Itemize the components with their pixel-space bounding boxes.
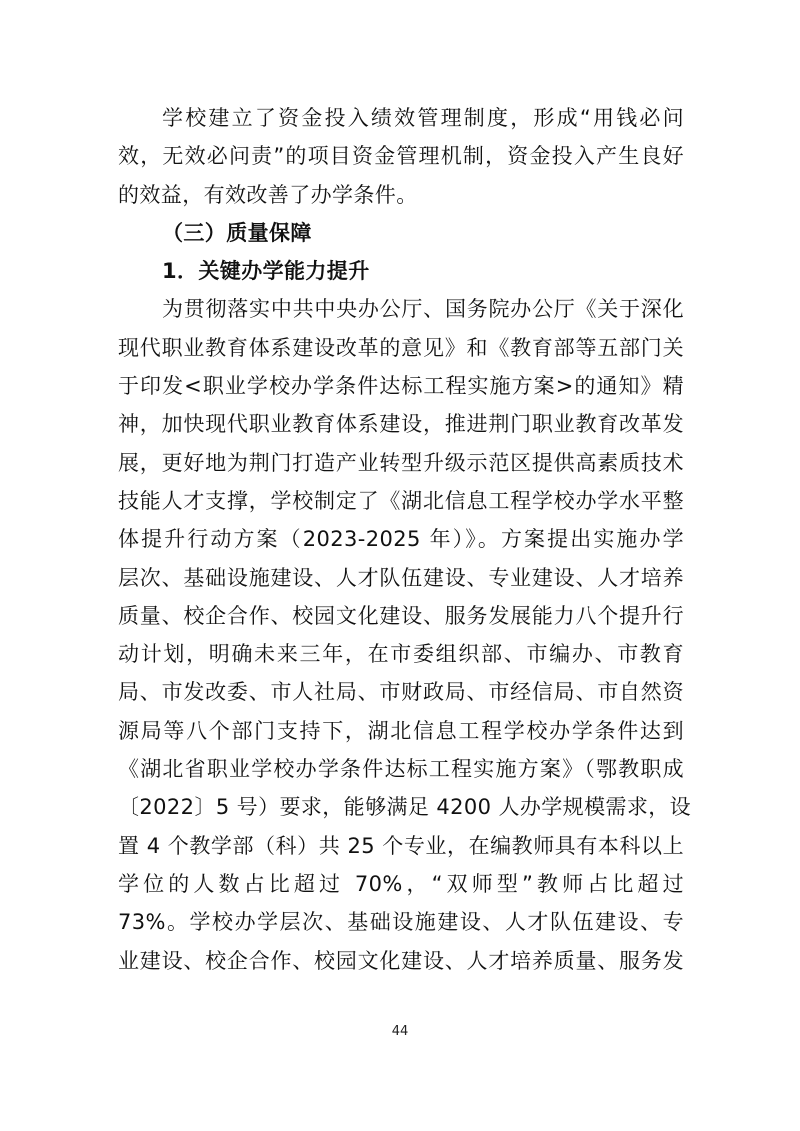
paragraph-line: 层次、基础设施建设、人才队伍建设、专业建设、人才培养 (118, 565, 684, 590)
paragraph-line: 体提升行动方案（2023-2025 年）》。方案提出实施办学 (118, 527, 684, 552)
section-heading: （三）质量保障 (162, 220, 312, 245)
paragraph-line: 技能人才支撑，学校制定了《湖北信息工程学校办学水平整 (118, 488, 684, 513)
paragraph-line: 〔2022〕5 号）要求，能够满足 4200 人办学规模需求，设 (118, 795, 692, 820)
paragraph-line: 73%。学校办学层次、基础设施建设、人才队伍建设、专 (118, 910, 684, 935)
paragraph-line: 效，无效必问责”的项目资金管理机制，资金投入产生良好 (118, 144, 684, 169)
paragraph-line: 展，更好地为荆门打造产业转型升级示范区提供高素质技术 (118, 450, 684, 475)
paragraph-line: 现代职业教育体系建设改革的意见》和《教育部等五部门关 (118, 335, 684, 360)
paragraph-line: 置 4 个教学部（科）共 25 个专业，在编教师具有本科以上 (118, 833, 684, 858)
paragraph-line: 《湖北省职业学校办学条件达标工程实施方案》（鄂教职成 (118, 757, 684, 782)
paragraph-line: 学位的人数占比超过 70%，“双师型”教师占比超过 (118, 871, 684, 896)
paragraph-line: 局、市发改委、市人社局、市财政局、市经信局、市自然资 (118, 680, 684, 705)
paragraph-line: 业建设、校企合作、校园文化建设、人才培养质量、服务发 (118, 948, 684, 973)
paragraph-line: 学校建立了资金投入绩效管理制度，形成“用钱必问 (162, 106, 684, 130)
paragraph-line: 于印发<职业学校办学条件达标工程实施方案>的通知》精 (118, 374, 684, 399)
document-body (118, 99, 692, 980)
paragraph-line: 为贯彻落实中共中央办公厅、国务院办公厅《关于深化 (162, 297, 684, 322)
page-number: 44 (391, 1024, 409, 1039)
paragraph-line: 源局等八个部门支持下，湖北信息工程学校办学条件达到 (118, 718, 684, 743)
paragraph-line: 质量、校企合作、校园文化建设、服务发展能力八个提升行 (118, 603, 684, 628)
paragraph-line: 的效益，有效改善了办学条件。 (118, 182, 418, 207)
paragraph-line: 神，加快现代职业教育体系建设，推进荆门职业教育改革发 (118, 412, 684, 437)
subsection-heading: 1．关键办学能力提升 (162, 259, 370, 284)
paragraph-line: 动计划，明确未来三年，在市委组织部、市编办、市教育 (118, 642, 684, 667)
